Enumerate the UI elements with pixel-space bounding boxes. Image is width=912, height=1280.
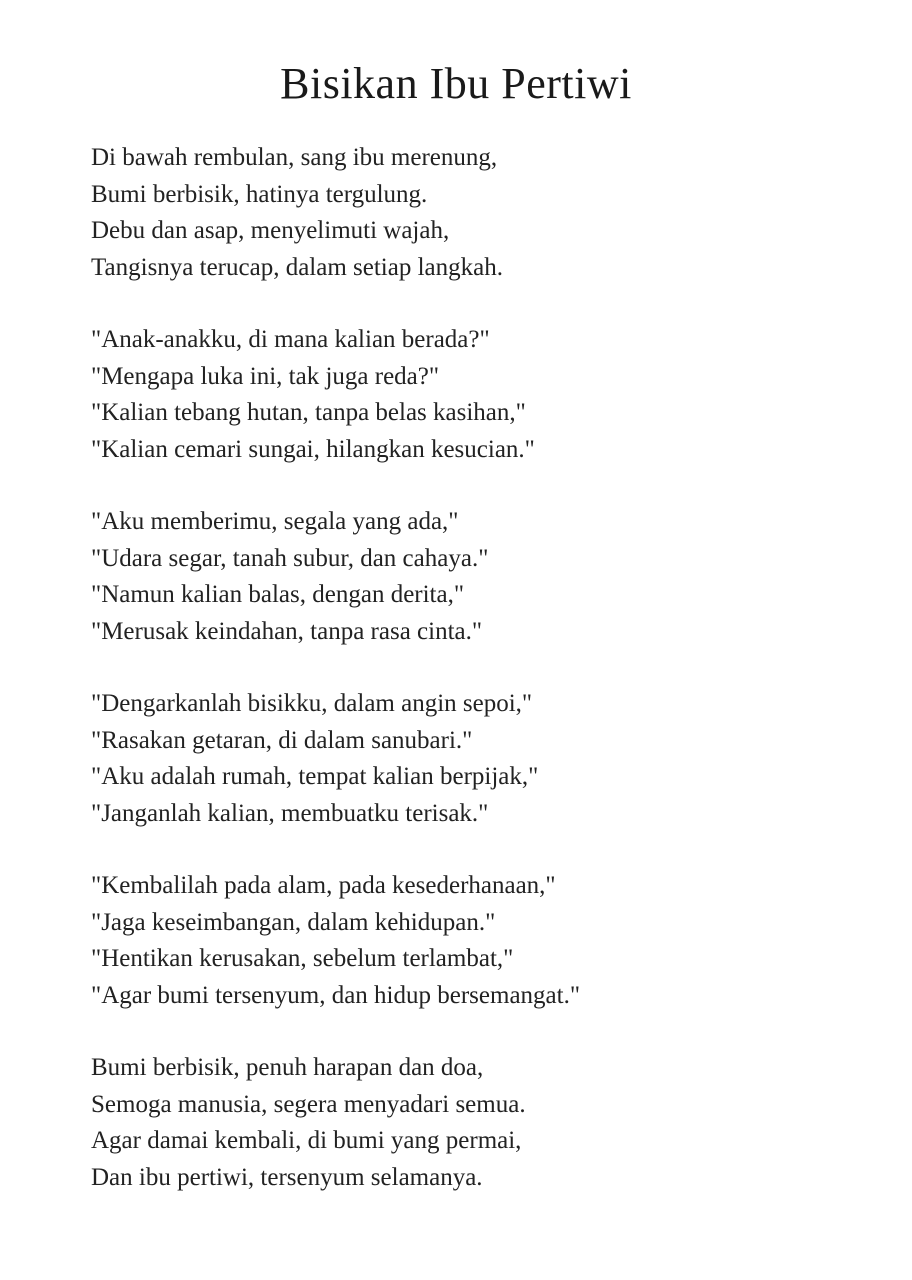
poem-line: "Agar bumi tersenyum, dan hidup bersemangat." xyxy=(91,981,581,1009)
poem-line: "Dengarkanlah bisikku, dalam angin sepoi," xyxy=(91,690,533,717)
stanza-1 xyxy=(91,140,851,286)
poem-line: "Udara segar, tanah subur, dan cahaya." xyxy=(91,544,489,572)
poem-body xyxy=(91,140,851,1196)
poem-line: "Kalian cemari sungai, hilangkan kesucian." xyxy=(91,435,535,463)
poem-title: Bisikan Ibu Pertiwi xyxy=(280,59,632,108)
poem-line: "Janganlah kalian, membuatku terisak." xyxy=(91,799,489,827)
poem-line: Dan ibu pertiwi, tersenyum selamanya. xyxy=(91,1163,483,1191)
poem-line: Tangisnya terucap, dalam setiap langkah. xyxy=(91,253,503,281)
poem-line: "Kembalilah pada alam, pada kesederhanaan," xyxy=(91,872,556,899)
poem-line: "Kalian tebang hutan, tanpa belas kasihan," xyxy=(91,399,526,426)
poem-line: "Anak-anakku, di mana kalian berada?" xyxy=(91,326,490,353)
poem-line: "Jaga keseimbangan, dalam kehidupan." xyxy=(91,908,496,936)
poem-line: Agar damai kembali, di bumi yang permai, xyxy=(91,1127,522,1154)
poem-line: "Aku adalah rumah, tempat kalian berpijak," xyxy=(91,763,539,790)
poem-line: "Mengapa luka ini, tak juga reda?" xyxy=(91,362,440,390)
poem-line: "Namun kalian balas, dengan derita," xyxy=(91,581,465,608)
stanza-5 xyxy=(91,868,851,1014)
poem-line: Debu dan asap, menyelimuti wajah, xyxy=(91,217,450,244)
poem-line: "Rasakan getaran, di dalam sanubari." xyxy=(91,726,473,754)
stanza-3 xyxy=(91,504,851,650)
poem-line: Semoga manusia, segera menyadari semua. xyxy=(91,1090,526,1118)
poem-line: Bumi berbisik, hatinya tergulung. xyxy=(91,180,428,208)
poem-line: "Aku memberimu, segala yang ada," xyxy=(91,508,459,535)
poem-line: Di bawah rembulan, sang ibu merenung, xyxy=(91,144,498,171)
poem-line: Bumi berbisik, penuh harapan dan doa, xyxy=(91,1054,484,1081)
poem-line: "Merusak keindahan, tanpa rasa cinta." xyxy=(91,617,483,645)
stanza-6 xyxy=(91,1050,851,1196)
poem-line: "Hentikan kerusakan, sebelum terlambat," xyxy=(91,945,514,972)
stanza-2 xyxy=(91,322,851,468)
stanza-4 xyxy=(91,686,851,832)
